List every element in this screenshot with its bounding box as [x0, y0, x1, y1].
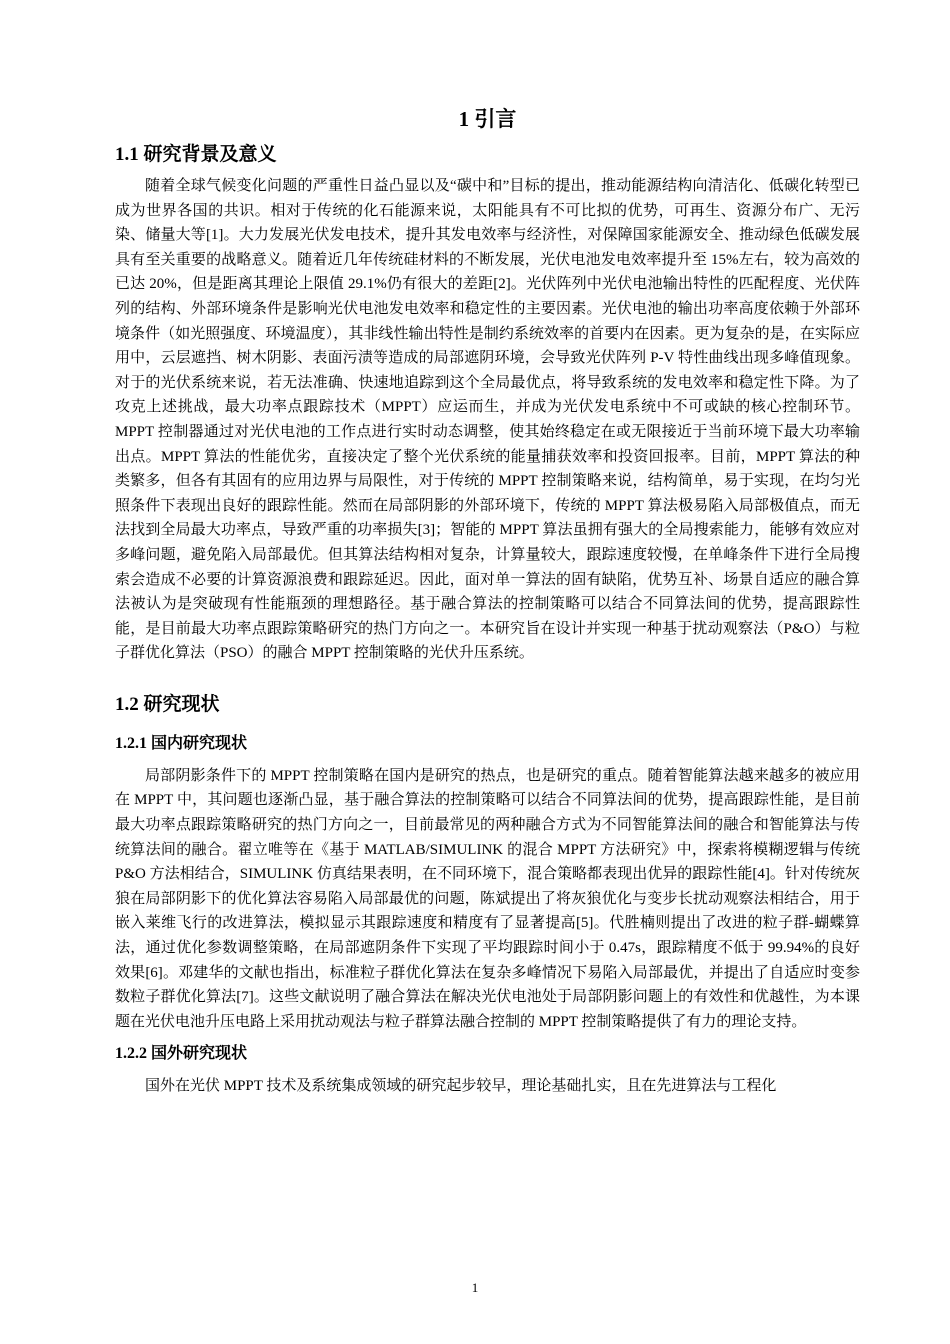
section-title-background: 1.1 研究背景及意义 [115, 144, 277, 165]
paragraph-foreign: 国外在光伏 MPPT 技术及系统集成领域的研究起步较早，理论基础扎实，且在先进算法与工程化 [145, 1078, 777, 1095]
section-title-research-status: 1.2 研究现状 [115, 693, 220, 715]
subsection-title-domestic: 1.2.1 国内研究现状 [115, 734, 248, 752]
chapter-title: 1 引言 [458, 107, 517, 131]
subsection-title-foreign: 1.2.2 国外研究现状 [115, 1045, 248, 1063]
paragraph-domestic: 局部阴影条件下的 MPPT 控制策略在国内是研究的热点，也是研究的重点。随着智能算法越来越多的被应用在 MPPT 中，其问题也逐渐凸显，基于融合算法的控制策略可以结合不同算法间的优势，提高跟踪性能，是目前最大功率点跟踪策略研究的热门方向之一，目前最常见的两种融合方式为不同智能算法间的融合和智能算法与传统算法间的融合。翟立唯等在《基于 MATLAB/SIMULINK 的混合 MPPT 方法研究》中，探索将模糊逻辑与传统 P&O 方法相结合，SIMULINK 仿真结果表明，在不同环境下，混合策略都表现出优异的跟踪性能[4]。针对传统灰狼在局部阴影下的优化算法容易陷入局部最优的问题，陈斌提出了将灰狼优化与变步长扰动观察法相结合，用于嵌入莱维飞行的改进算法，模拟显示其跟踪速度和精度有了显著提高[5]。代胜楠则提出了改进的粒子群-蝴蝶算法，通过优化参数调整策略，在局部遮阴条件下实现了平均跟踪时间小于 0.47s，跟踪精度不低于 99.94%的良好效果[6]。邓建华的文献也指出，标准粒子群优化算法在复杂多峰情况下易陷入局部最优，并提出了自适应时变参数粒子群优化算法[7]。这些文献说明了融合算法在解决光伏电池处于局部阴影问题上的有效性和优越性，为本课题在光伏电池升压电路上采用扰动观法与粒子群算法融合控制的 MPPT 控制策略提供了有力的理论支持。 [115, 767, 860, 1030]
paragraph-background: 随着全球气候变化问题的严重性日益凸显以及“碳中和”目标的提出，推动能源结构向清洁化、低碳化转型已成为世界各国的共识。相对于传统的化石能源来说，太阳能具有不可比拟的优势，可再生、资源分布广、无污染、储量大等[1]。大力发展光伏发电技术，提升其发电效率与经济性，对保障国家能源安全、推动绿色低碳发展具有至关重要的战略意义。随着近几年传统硅材料的不断发展，光伏电池发电效率提升至 15%左右，较为高效的已达 20%，但是距离其理论上限值 29.1%仍有很大的差距[2]。光伏阵列中光伏电池输出特性的匹配程度、光伏阵列的结构、外部环境条件是影响光伏电池发电效率和稳定性的主要因素。光伏电池的输出功率高度依赖于外部环境条件（如光照强度、环境温度），其非线性输出特性是制约系统效率的首要内在因素。更为复杂的是，在实际应用中，云层遮挡、树木阴影、表面污渍等造成的局部遮阴环境，会导致光伏阵列 P-V 特性曲线出现多峰值现象。对于的光伏系统来说，若无法准确、快速地追踪到这个全局最优点，将导致系统的发电效率和稳定性下降。为了攻克上述挑战，最大功率点跟踪技术（MPPT）应运而生，并成为光伏发电系统中不可或缺的核心控制环节。MPPT 控制器通过对光伏电池的工作点进行实时动态调整，使其始终稳定在或无限接近于当前环境下最大功率输出点。MPPT 算法的性能优劣，直接决定了整个光伏系统的能量捕获效率和投资回报率。目前，MPPT 算法的种类繁多，但各有其固有的应用边界与局限性，对于传统的 MPPT 控制策略来说，结构简单，易于实现，在均匀光照条件下表现出良好的跟踪性能。然而在局部阴影的外部环境下，传统的 MPPT 算法极易陷入局部极值点，而无法找到全局最大功率点，导致严重的功率损失[3]；智能的 MPPT 算法虽拥有强大的全局搜索能力，能够有效应对多峰问题，避免陷入局部最优。但其算法结构相对复杂，计算量较大，跟踪速度较慢，在单峰条件下进行全局搜索会造成不必要的计算资源浪费和跟踪延迟。因此，面对单一算法的固有缺陷，优势互补、场景自适应的融合算法被认为是突破现有性能瓶颈的理想路径。基于融合算法的控制策略可以结合不同算法间的优势，提高跟踪性能，是目前最大功率点跟踪策略研究的热门方向之一。本研究旨在设计并实现一种基于扰动观察法（P&O）与粒子群优化算法（PSO）的融合 MPPT 控制策略的光伏升压系统。 [115, 178, 860, 662]
page-content [115, 100, 860, 1099]
page-number: 1 [471, 1280, 479, 1295]
